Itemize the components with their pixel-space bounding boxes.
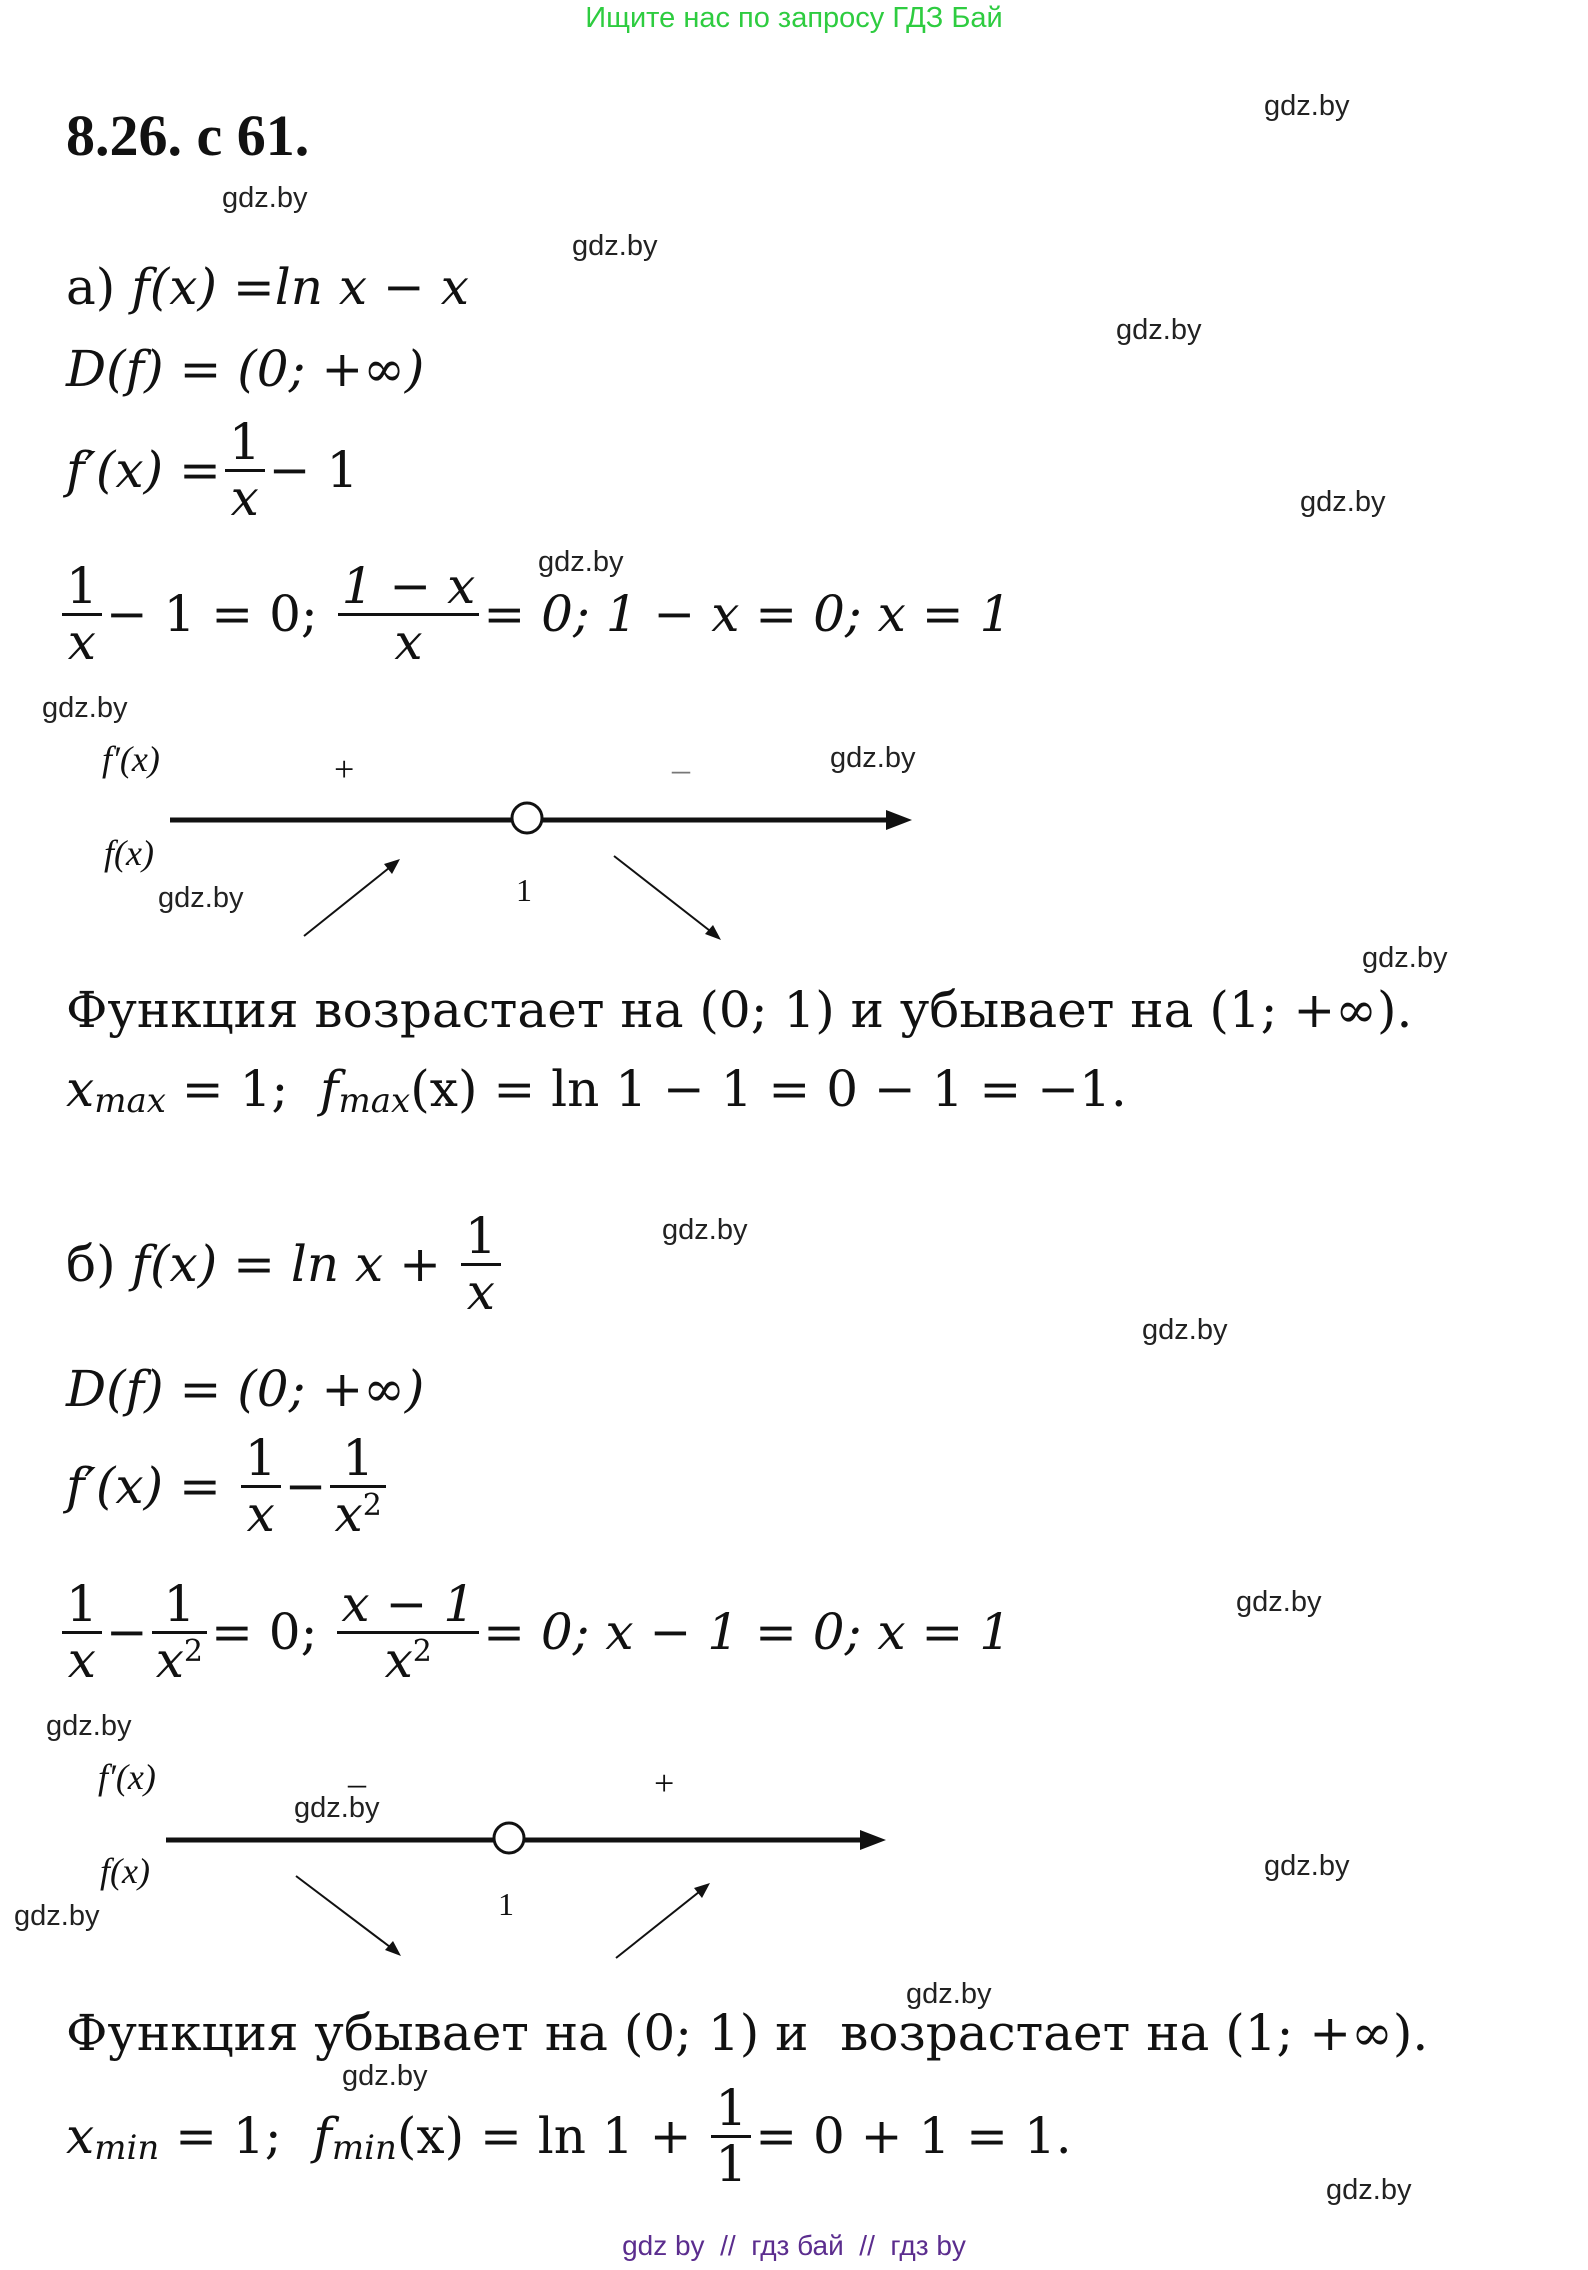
watermark: gdz.by: [1116, 314, 1202, 346]
part-a-deriv-lhs: f′(x) =: [66, 441, 221, 499]
superscript: 2: [362, 1487, 382, 1523]
watermark: gdz.by: [14, 1900, 100, 1932]
watermark: gdz.by: [46, 1710, 132, 1742]
part-a-domain-text: D(f) = (0; +∞): [66, 340, 425, 398]
part-a-deriv-tail: − 1: [268, 441, 359, 499]
footer-links: gdz by // гдз бай // гдз by: [622, 2230, 966, 2261]
part-a-conclusion: Функция возрастает на (0; 1) и убывает на (1; +∞).: [66, 981, 1413, 1039]
exercise-heading: 8.26. с 61.: [66, 103, 310, 168]
numerator: 1: [66, 557, 98, 615]
diagram-a-sign-left: +: [334, 749, 355, 789]
watermark: gdz.by: [1236, 1586, 1322, 1618]
denominator-base: x: [155, 1630, 184, 1689]
diagram-b-sign-left: –: [348, 1763, 366, 1803]
extremum-tail: (x) = ln 1 − 1 = 0 − 1 = −1.: [410, 1060, 1127, 1118]
superscript: 2: [183, 1633, 204, 1669]
watermark: gdz.by: [830, 742, 916, 774]
critical-point-circle: [494, 1823, 524, 1853]
part-b-eq-mid: = 0;: [211, 1603, 318, 1661]
increase-arrow-icon: [616, 1888, 704, 1958]
minus-sign: −: [105, 1603, 148, 1661]
minus-sign: −: [284, 1457, 327, 1515]
denominator-base: x: [384, 1630, 413, 1689]
superscript: 2: [412, 1633, 432, 1669]
numerator: 1: [715, 2079, 748, 2137]
numerator: 1 − x: [341, 557, 476, 615]
extremum-mid: = 1;: [165, 1060, 321, 1118]
subscript: min: [94, 2128, 160, 2168]
subscript: max: [94, 1081, 166, 1121]
denominator: 1: [715, 2134, 748, 2193]
numerator: 1: [66, 1575, 98, 1633]
part-a-eq-mid: − 1 = 0;: [105, 585, 318, 643]
part-a-label: а): [66, 258, 116, 316]
denominator: x: [466, 1262, 495, 1321]
extremum-mid: = 1;: [159, 2107, 314, 2165]
diagram-a-function-label: f(x): [104, 833, 154, 873]
denominator: x: [394, 612, 423, 671]
watermark: gdz.by: [662, 1214, 748, 1246]
diagram-b-point-label: 1: [498, 1886, 514, 1922]
search-banner: Ищите нас по запросу ГДЗ Бай: [585, 2, 1003, 34]
diagram-b-sign-right: +: [654, 1763, 675, 1803]
watermark: gdz.by: [1264, 1850, 1350, 1882]
diagram-a-derivative-label: f′(x): [102, 739, 160, 779]
subscript: min: [331, 2128, 397, 2168]
part-b-func-lhs: f(x) = ln x +: [131, 1235, 457, 1293]
watermark: gdz.by: [1142, 1314, 1228, 1346]
watermark: gdz.by: [222, 182, 308, 214]
denominator-base: x: [334, 1484, 363, 1543]
numerator: 1: [342, 1429, 375, 1487]
fraction: [711, 2079, 751, 2193]
subscript: max: [338, 1081, 411, 1121]
numerator: 1: [228, 413, 261, 471]
watermark: gdz.by: [1300, 486, 1386, 518]
watermark: gdz.by: [572, 230, 658, 262]
watermark: gdz.by: [294, 1792, 380, 1824]
part-a-func-lhs: f(x) =: [131, 258, 275, 316]
diagram-a-sign-right: –: [672, 749, 690, 789]
watermark: gdz.by: [1326, 2174, 1412, 2206]
arrowhead-icon: [694, 1883, 710, 1898]
diagram-b-function-label: f(x): [100, 1851, 150, 1891]
watermark: gdz.by: [906, 1978, 992, 2010]
extremum-mid2: (x) = ln 1 +: [396, 2107, 708, 2165]
denominator: x: [67, 1630, 96, 1689]
part-a-eq-tail: = 0; 1 − x = 0; x = 1: [483, 585, 1012, 643]
extremum-f: f: [313, 2107, 332, 2165]
part-b-eq-tail: = 0; x − 1 = 0; x = 1: [483, 1603, 1012, 1661]
extremum-tail: = 0 + 1 = 1.: [755, 2107, 1072, 2165]
numerator: 1: [464, 1207, 497, 1265]
watermark: gdz.by: [1264, 90, 1350, 122]
part-b-domain-text: D(f) = (0; +∞): [66, 1360, 425, 1418]
numerator: 1: [163, 1575, 196, 1633]
arrowhead-icon: [385, 1941, 401, 1956]
denominator: x: [230, 468, 259, 527]
diagram-b-derivative-label: f′(x): [98, 1757, 156, 1797]
numerator: x − 1: [341, 1575, 476, 1633]
watermark: gdz.by: [342, 2060, 428, 2092]
extremum-var: x: [66, 1060, 95, 1118]
part-b-deriv-lhs: f′(x) =: [66, 1457, 237, 1515]
watermark: gdz.by: [158, 882, 244, 914]
watermark: gdz.by: [1362, 942, 1448, 974]
part-b-conclusion: Функция убывает на (0; 1) и возрастает на (1; +∞).: [66, 2004, 1429, 2062]
part-b-extremum: [66, 2079, 1072, 2193]
extremum-f: f: [320, 1060, 339, 1118]
extremum-var: x: [66, 2107, 95, 2165]
denominator: x: [246, 1484, 275, 1543]
diagram-a-point-label: 1: [516, 872, 532, 908]
part-b-label: б): [66, 1235, 116, 1293]
denominator: x: [67, 612, 96, 671]
part-a-func-rhs: ln x − x: [274, 258, 469, 316]
numerator: 1: [244, 1429, 277, 1487]
watermark: gdz.by: [42, 692, 128, 724]
arrowhead-icon: [860, 1830, 886, 1850]
decrease-arrow-icon: [296, 1876, 394, 1950]
watermark: gdz.by: [538, 546, 624, 578]
